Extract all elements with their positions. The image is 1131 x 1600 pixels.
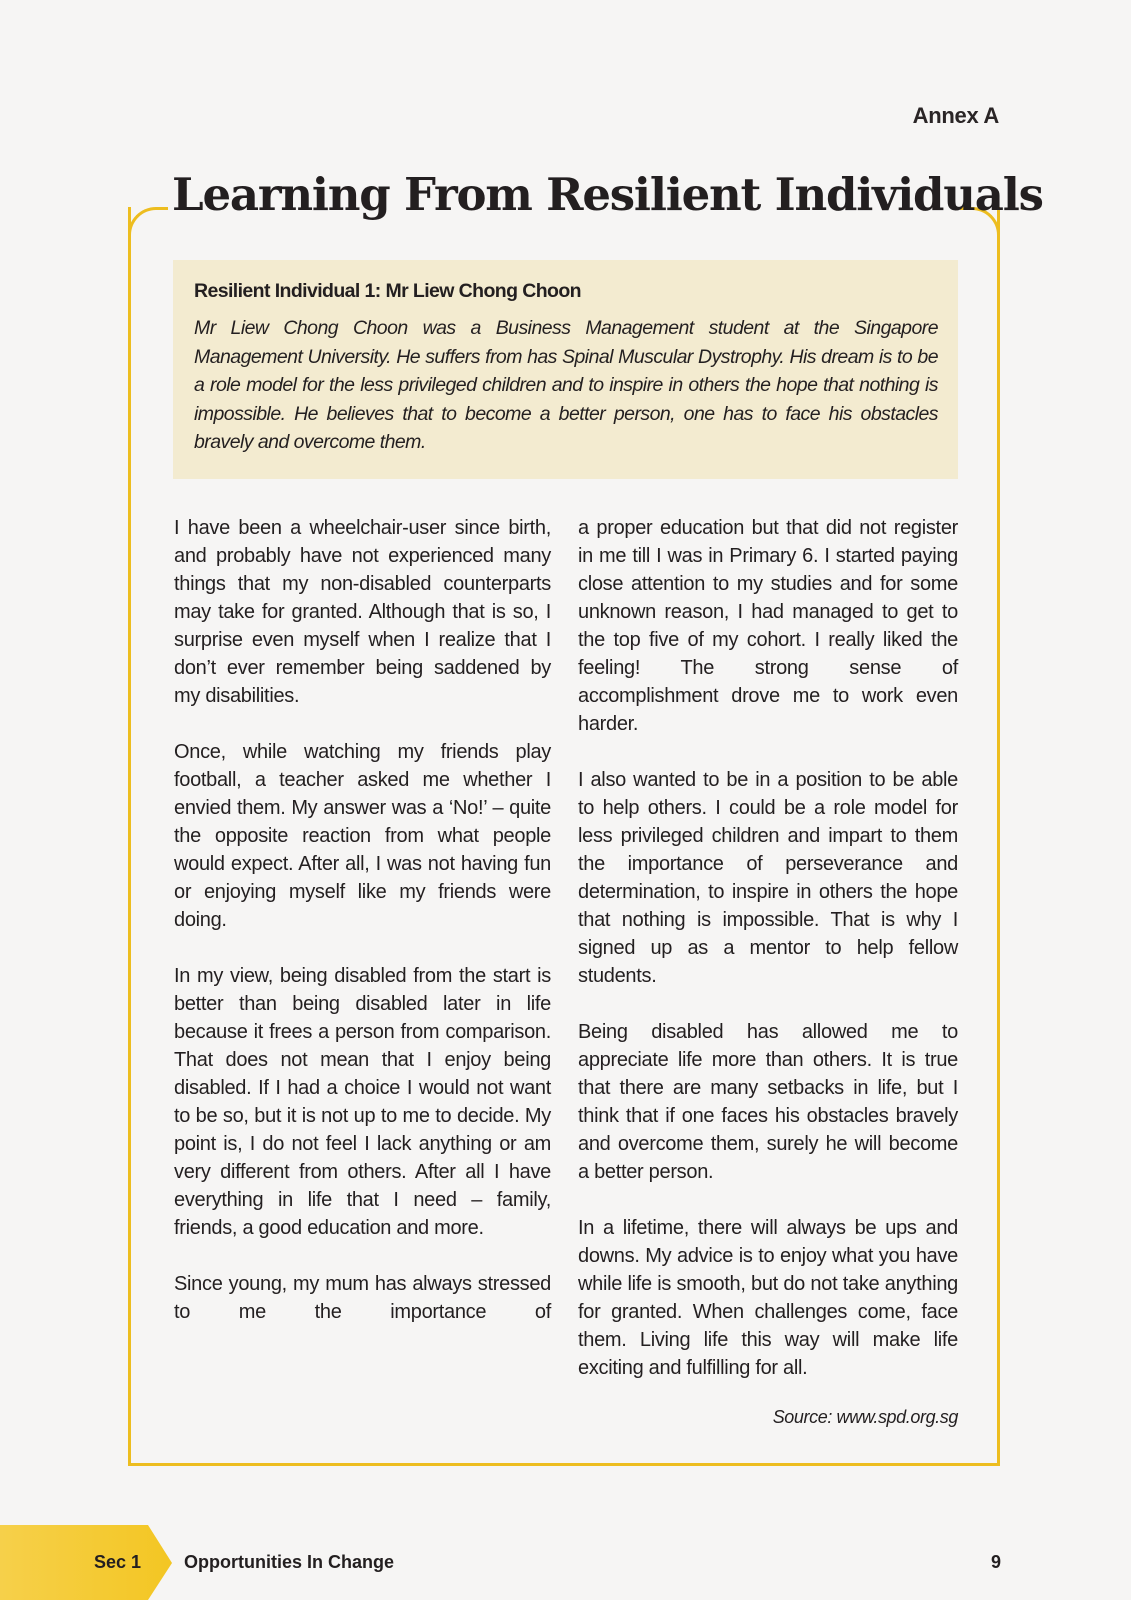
intro-text: Mr Liew Chong Choon was a Business Management student at the Singapore Management University. He suffers from has Spinal Muscular Dystrophy. His dream is to be a role model for the less privileged children and to inspire in others the hope that nothing is impossible. He believes that to become a better person, one has to face his obstacles bravely and overcome them.: [194, 317, 938, 453]
paragraph: a proper education but that did not register in me till I was in Primary 6. I started paying close attention to my studies and for some unknown reason, I had managed to get to the top five of my cohort. I really liked the feeling! The strong sense of accomplishment drove me to work even harder.: [578, 517, 958, 735]
body-column-right: [578, 514, 958, 1410]
paragraph: Since young, my mum has always stressed to me the importance of: [174, 1273, 551, 1323]
section-label: Sec 1: [94, 1552, 142, 1572]
paragraph: In a lifetime, there will always be ups and downs. My advice is to enjoy what you have while life is smooth, but do not take anything for granted. When challenges come, face them. Living life this way will make life exciting and fulfilling for all.: [578, 1217, 958, 1379]
intro-heading: Resilient Individual 1: Mr Liew Chong Choon: [194, 280, 581, 302]
intro-box: [173, 260, 958, 479]
body-column-left: [174, 514, 551, 1354]
annex-label: Annex A: [912, 103, 999, 128]
arrow-tab-icon: [0, 1525, 172, 1600]
paragraph: In my view, being disabled from the start is better than being disabled later in life because it frees a person from comparison. That does not mean that I enjoy being disabled. If I had a choice I would not want to be so, but it is not up to me to decide. My point is, I do not feel I lack anything or am very different from others. After all I have everything in life that I need – family, friends, a good education and more.: [174, 965, 551, 1239]
paragraph: Once, while watching my friends play football, a teacher asked me whether I envied them. My answer was a ‘No!’ – quite the opposite reaction from what people would expect. After all, I was not having fun or enjoying myself like my friends were doing.: [174, 741, 551, 931]
source-citation: Source: www.spd.org.sg: [772, 1407, 958, 1427]
paragraph: I also wanted to be in a position to be able to help others. I could be a role model for less privileged children and impart to them the importance of perseverance and determination, to inspire in others the hope that nothing is impossible. That is why I signed up as a mentor to help fellow students.: [578, 769, 958, 987]
footer-section-tab: [0, 1525, 172, 1600]
paragraph: I have been a wheelchair-user since birth, and probably have not experienced many things that my non-disabled counterparts may take for granted. Although that is so, I surprise even myself when I realize that I don’t ever remember being saddened by my disabilities.: [174, 517, 551, 707]
page-title: Learning From Resilient Individuals: [172, 168, 1043, 221]
page-number: 9: [991, 1552, 1002, 1572]
paragraph: Being disabled has allowed me to appreciate life more than others. It is true that there are many setbacks in life, but I think that if one faces his obstacles bravely and overcome them, surely he will become a better person.: [578, 1021, 958, 1183]
chapter-title: Opportunities In Change: [184, 1552, 394, 1572]
